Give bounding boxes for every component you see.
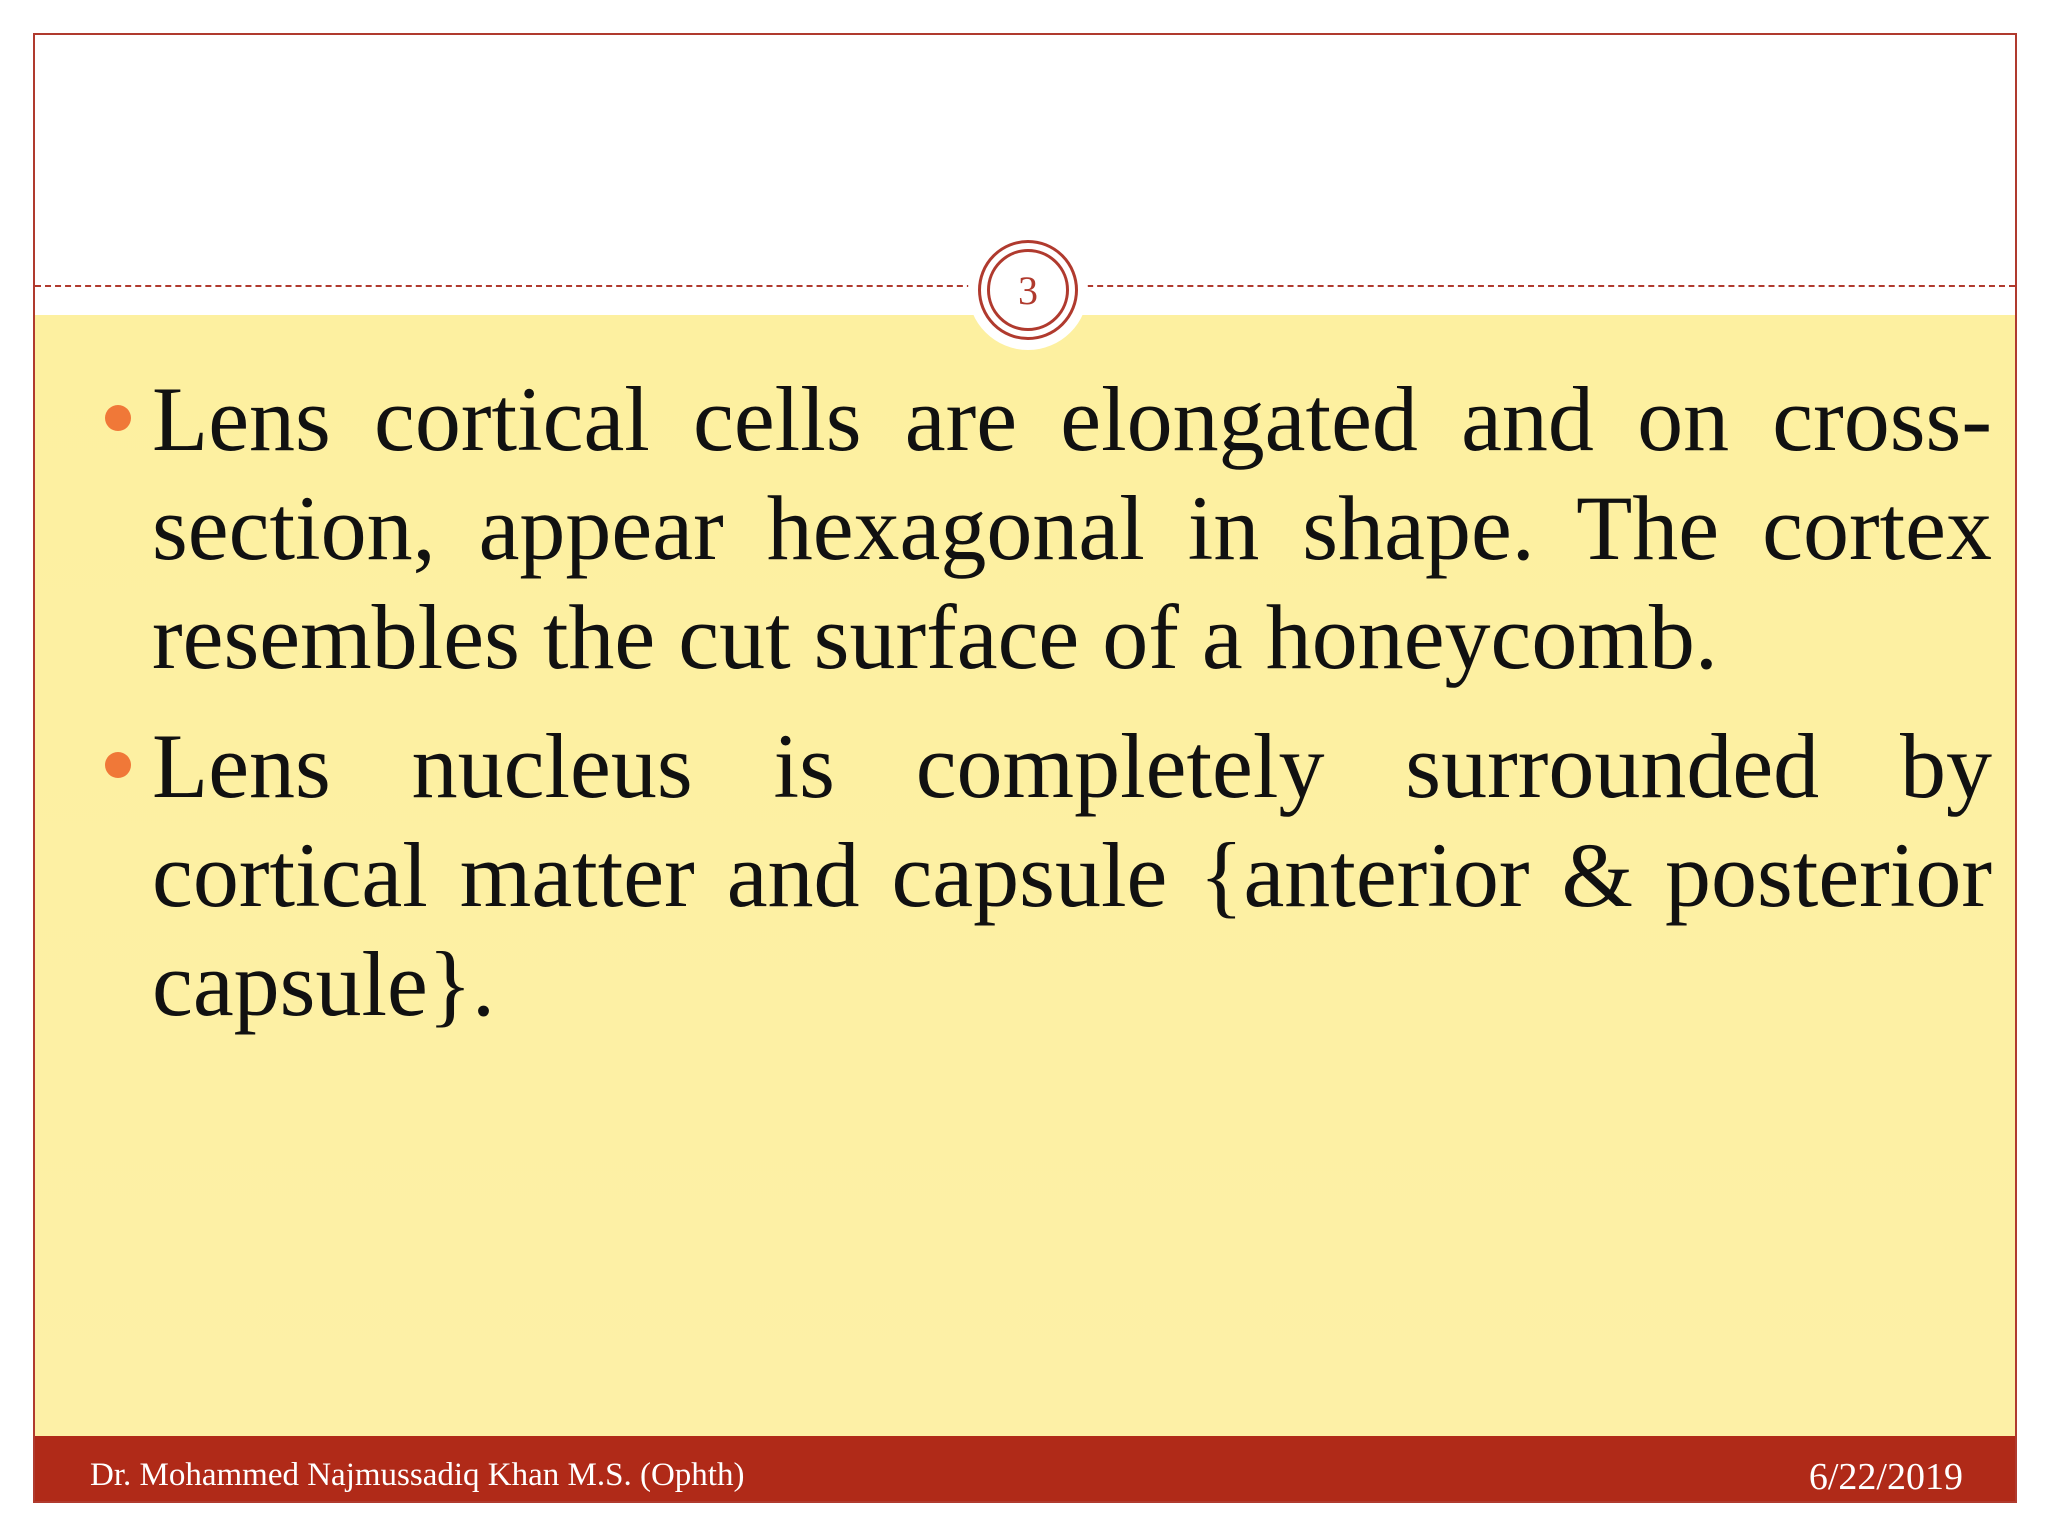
- bullet-item: [152, 712, 1992, 1039]
- footer-date: 6/22/2019: [1808, 1456, 1963, 1498]
- bullet-dot-icon: [105, 752, 131, 778]
- bullet-text: Lens cortical cells are elongated and on cross-section, appear hexagonal in shape. The cortex resembles the cut surface of a honeycomb.: [152, 368, 1992, 688]
- slide-number: 3: [987, 249, 1069, 331]
- bullet-text: Lens nucleus is completely surrounded by cortical matter and capsule {anterior & posterior capsule}.: [152, 715, 1992, 1035]
- bullet-list: [35, 365, 2017, 1059]
- bullet-item: [152, 365, 1992, 692]
- bullet-dot-icon: [105, 405, 131, 431]
- footer-author: Dr. Mohammed Najmussadiq Khan M.S. (Ophth): [90, 1457, 745, 1493]
- slide: [33, 33, 2017, 1503]
